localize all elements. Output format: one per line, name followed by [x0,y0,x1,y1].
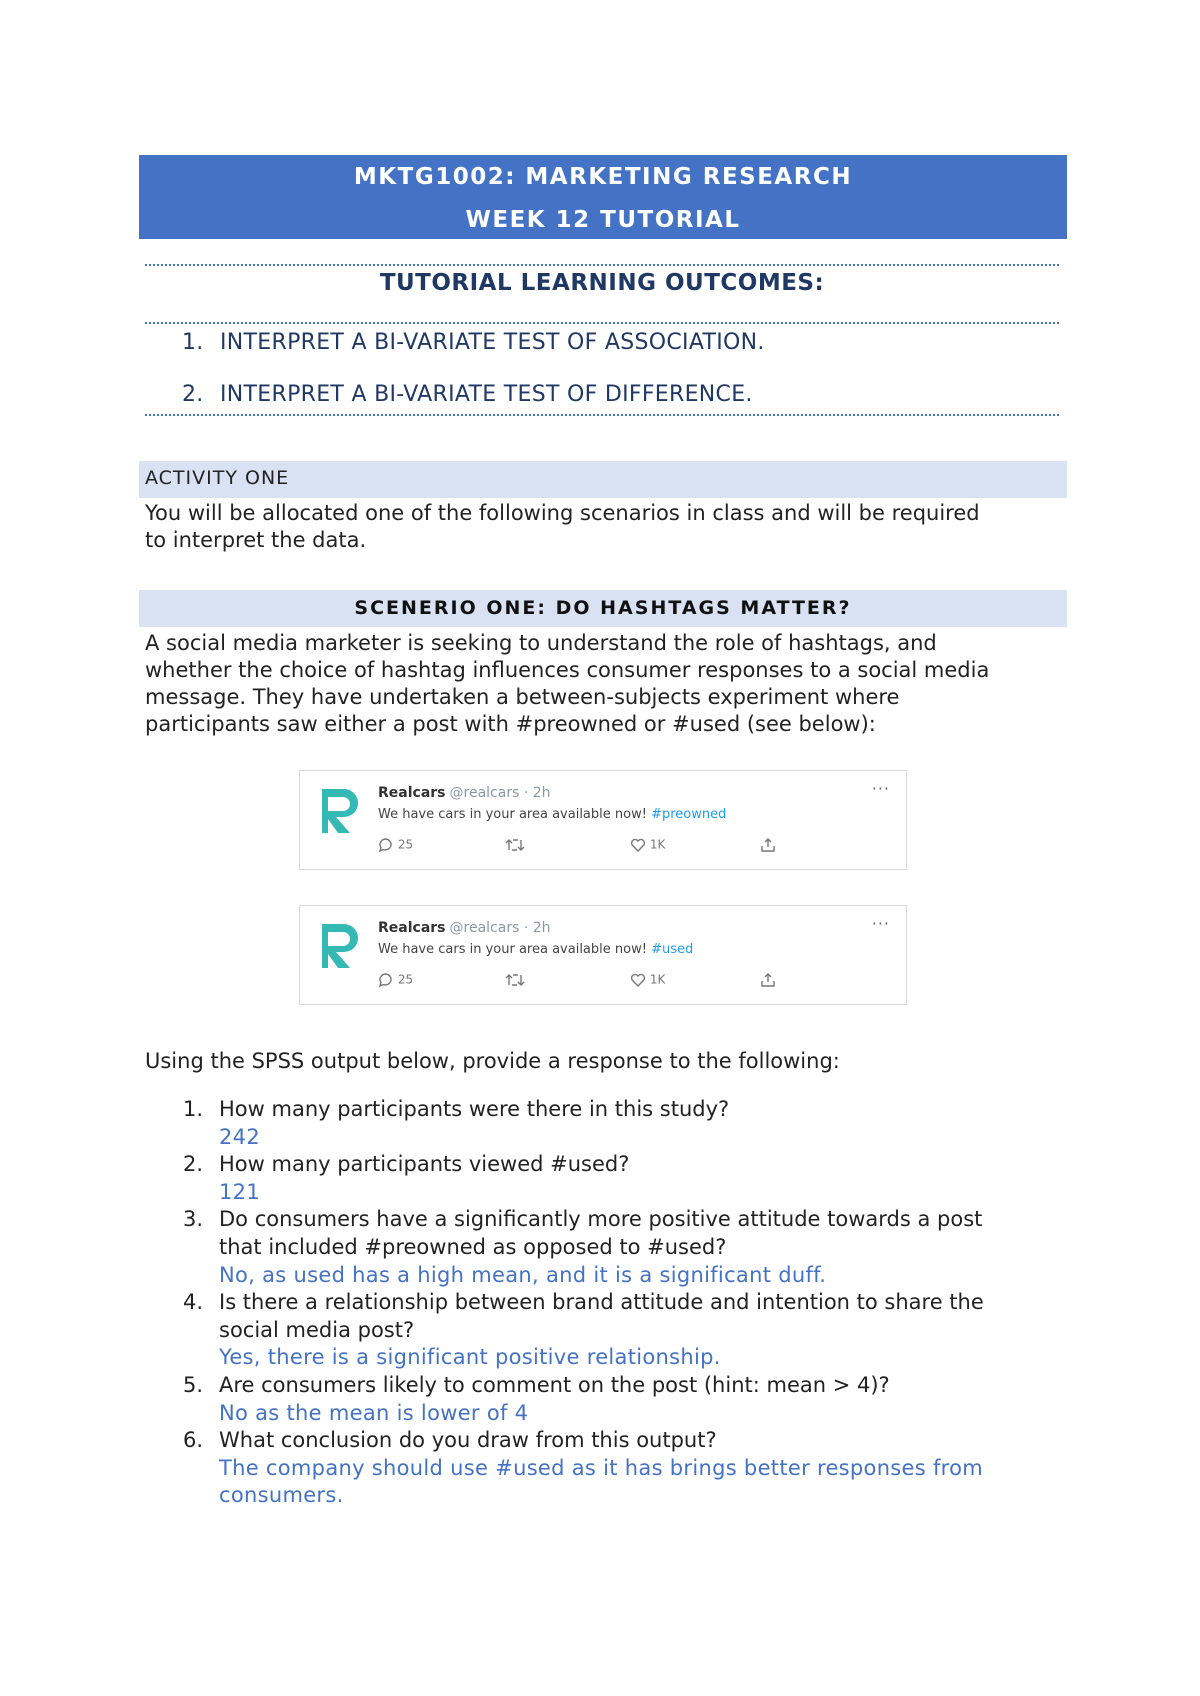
question-number: 3. [183,1207,204,1232]
outcome-number: 1. [182,330,204,355]
activity-intro [145,500,1065,554]
question-number: 4. [183,1290,204,1315]
like-action[interactable] [630,837,665,853]
tweet-body: We have cars in your area available now! [378,942,647,957]
answer-text: No as the mean is lower of 4 [219,1400,529,1425]
divider [145,264,1059,266]
like-count: 1K [649,837,666,852]
outcome-text: INTERPRET A BI-VARIATE TEST OF ASSOCIATION. [220,330,765,355]
reply-action[interactable] [378,837,413,853]
question-list [145,1096,1065,1510]
question-number: 6. [183,1428,204,1453]
reply-action[interactable] [378,972,413,988]
text-line: message. They have undertaken a between-subjects experiment where [145,685,900,709]
title-band [139,155,1067,239]
tweet-text [378,807,726,822]
answer-text: The company should use #used as it has brings better responses from [219,1455,984,1480]
question-item [145,1096,1065,1151]
more-icon[interactable]: ··· [871,914,890,933]
retweet-icon [505,837,525,853]
week-title: WEEK 12 TUTORIAL [465,207,741,233]
answer-text: consumers. [219,1483,344,1508]
text-line: A social media marketer is seeking to understand the role of hashtags, and [145,631,937,655]
text-line: whether the choice of hashtag influences consumer responses to a social media [145,658,990,682]
author-name: Realcars [378,785,446,801]
like-icon [630,837,646,853]
tweet-hashtag[interactable]: #used [651,942,694,957]
realcars-logo-icon [318,920,364,972]
outcomes-heading: TUTORIAL LEARNING OUTCOMES: [379,270,825,296]
more-icon[interactable]: ··· [871,779,890,798]
reply-icon [378,972,394,988]
question-text: that included #preowned as opposed to #used? [219,1234,727,1259]
spss-prompt: Using the SPSS output below, provide a response to the following: [145,1049,840,1073]
tweet-card [299,770,907,870]
outcome-item [182,382,753,407]
question-item [145,1427,1065,1510]
answer-text: 242 [219,1124,260,1149]
question-text: How many participants viewed #used? [219,1152,630,1177]
author-handle: @realcars · 2h [449,785,551,801]
divider [145,322,1059,324]
author-handle: @realcars · 2h [449,920,551,936]
divider [145,414,1059,416]
share-icon [760,837,776,853]
answer-text: Yes, there is a significant positive relationship. [219,1345,721,1370]
question-text: Are consumers likely to comment on the post (hint: mean > 4)? [219,1372,890,1397]
outcome-item [182,330,765,355]
question-item [145,1289,1065,1372]
question-text: What conclusion do you draw from this output? [219,1428,717,1453]
like-action[interactable] [630,972,665,988]
question-item [145,1151,1065,1206]
tweet-body: We have cars in your area available now! [378,807,647,822]
tweet-hashtag[interactable]: #preowned [651,807,727,822]
question-item [145,1206,1065,1289]
share-icon [760,972,776,988]
reply-count: 25 [397,972,414,987]
reply-count: 25 [397,837,414,852]
question-item [145,1372,1065,1427]
scenario-paragraph [145,630,1065,738]
like-count: 1K [649,972,666,987]
outcome-number: 2. [182,382,204,407]
question-number: 2. [183,1152,204,1177]
text-line: participants saw either a post with #preowned or #used (see below): [145,712,876,736]
retweet-action[interactable] [505,837,525,853]
question-number: 1. [183,1097,204,1121]
share-action[interactable] [760,837,776,853]
question-text: social media post? [219,1317,415,1342]
question-text: Is there a relationship between brand attitude and intention to share the [219,1290,984,1315]
scenario-heading: SCENERIO ONE: DO HASHTAGS MATTER? [354,597,852,619]
tweet-author [378,785,551,801]
reply-icon [378,837,394,853]
answer-text: 121 [219,1179,260,1204]
question-text: How many participants were there in this study? [219,1097,730,1121]
author-name: Realcars [378,920,446,936]
text-line: to interpret the data. [145,528,367,552]
retweet-icon [505,972,525,988]
activity-heading: ACTIVITY ONE [145,467,290,489]
like-icon [630,972,646,988]
realcars-logo-icon [318,785,364,837]
course-title: MKTG1002: MARKETING RESEARCH [353,164,853,190]
tweet-card [299,905,907,1005]
text-line: You will be allocated one of the following scenarios in class and will be required [145,501,980,525]
question-number: 5. [183,1372,204,1397]
answer-text: No, as used has a high mean, and it is a significant duff. [219,1262,827,1287]
tweet-text [378,942,693,957]
tweet-author [378,920,551,936]
scenario-heading-bar [139,590,1067,627]
outcome-text: INTERPRET A BI-VARIATE TEST OF DIFFERENCE. [220,382,753,407]
share-action[interactable] [760,972,776,988]
question-text: Do consumers have a significantly more positive attitude towards a post [219,1207,983,1232]
retweet-action[interactable] [505,972,525,988]
activity-heading-bar [139,461,1067,498]
